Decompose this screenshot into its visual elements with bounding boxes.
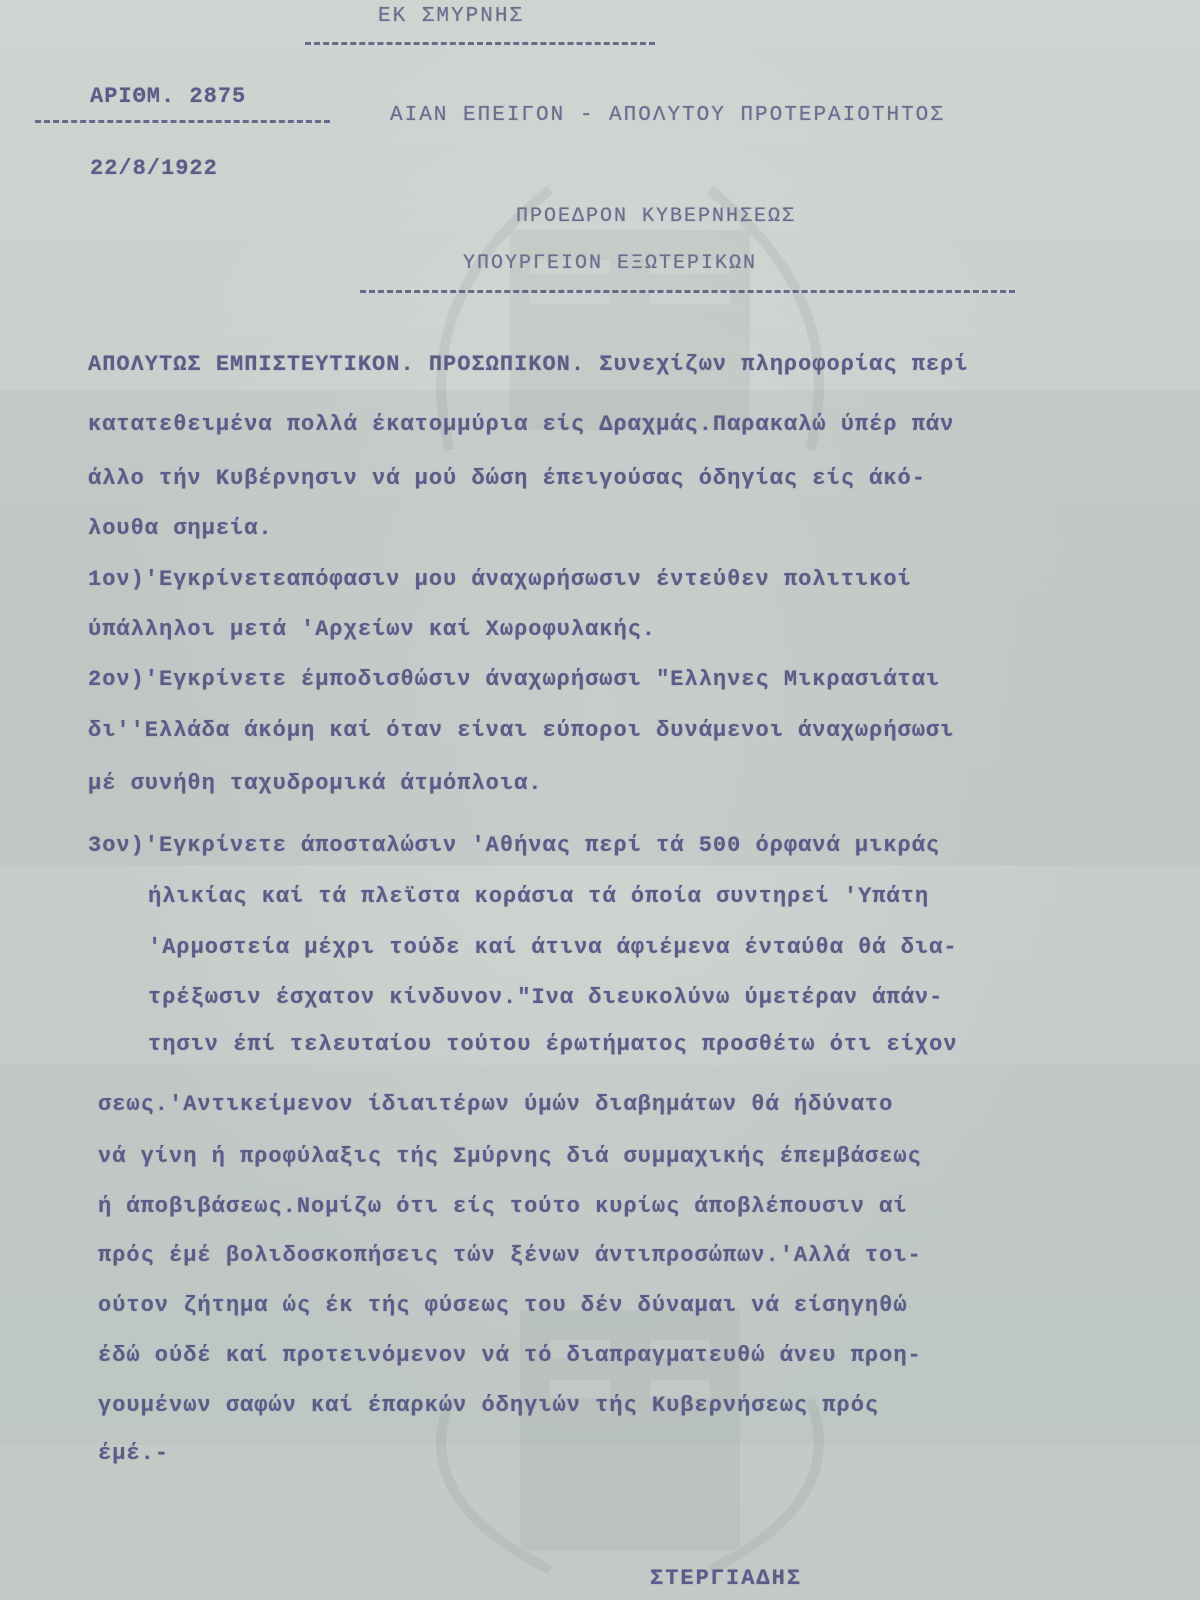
recipient-line: ΥΠΟΥΡΓΕΙΟΝ ΕΞΩΤΕΡΙΚΩΝ	[463, 252, 758, 275]
body-line: γουμένων σαφών καί έπαρκών όδηγιών τής Κυβερνήσεως πρός	[98, 1393, 880, 1418]
body-line: ήλικίας καί τά πλεϊστα κοράσια τά όποία συντηρεί 'Υπάτη	[148, 884, 930, 909]
divider-line	[305, 42, 655, 45]
body-line: μέ συνήθη ταχυδρομικά άτμόπλοια.	[88, 771, 543, 796]
recipient-line: ΠΡΟΕΔΡΟΝ ΚΥΒΕΡΝΗΣΕΩΣ	[516, 205, 797, 228]
body-line: τησιν έπί τελευταίου τούτου έρωτήματος προσθέτω ότι είχον	[148, 1032, 958, 1057]
body-line: 'Αρμοστεία μέχρι τούδε καί άτινα άφιέμενα ένταύθα θά δια-	[148, 935, 958, 960]
body-line: ή άποβιβάσεως.Νομίζω ότι είς τούτο κυρίως άποβλέπουσιν αί	[98, 1194, 908, 1219]
body-line: λουθα σημεία.	[88, 516, 273, 541]
body-line: νά γίνη ή προφύλαξις τής Σμύρνης διά συμμαχικής έπεμβάσεως	[98, 1144, 922, 1169]
body-line: τρέξωσιν έσχατον κίνδυνον."Ινα διευκολύνω ύμετέραν άπάν-	[148, 985, 944, 1010]
body-line: σεως.'Αντικείμενον ίδιαιτέρων ύμών διαβημάτων θά ήδύνατο	[98, 1092, 894, 1117]
body-line: άλλο τήν Κυβέρνησιν νά μού δώση έπειγούσας όδηγίας είς άκό-	[88, 466, 926, 491]
body-line: ούτον ζήτημα ώς έκ τής φύσεως του δέν δύναμαι νά είσηγηθώ	[98, 1293, 908, 1318]
document-date: 22/8/1922	[90, 156, 218, 181]
signature: ΣΤΕΡΓΙΑΔΗΣ	[650, 1566, 803, 1591]
body-line: κατατεθειμένα πολλά έκατομμύρια είς Δραχμάς.Παρακαλώ ύπέρ πάν	[88, 412, 955, 437]
body-line: δι''Ελλάδα άκόμη καί όταν είναι εύποροι δυνάμενοι άναχωρήσωσι	[88, 718, 955, 743]
body-line: έδώ ούδέ καί προτεινόμενον νά τό διαπραγματευθώ άνευ προη-	[98, 1343, 922, 1368]
priority-label: ΑΙΑΝ ΕΠΕΙΓΟΝ - ΑΠΟΛΥΤΟΥ ΠΡΟΤΕΡΑΙΟΤΗΤΟΣ	[390, 104, 945, 127]
divider-line	[35, 120, 330, 123]
body-line: 2ον)'Εγκρίνετε έμποδισθώσιν άναχωρήσωσι "Ελληνες Μικρασιάται	[88, 667, 941, 692]
body-line: πρός έμέ βολιδοσκοπήσεις τών ξένων άντιπροσώπων.'Αλλά τοι-	[98, 1243, 922, 1268]
divider-line	[360, 290, 1015, 293]
body-line: ΑΠΟΛΥΤΩΣ ΕΜΠΙΣΤΕΥΤΙΚΟΝ. ΠΡΟΣΩΠΙΚΟΝ. Συνεχίζων πληροφορίας περί	[88, 352, 969, 377]
body-line: ύπάλληλοι μετά 'Αρχείων καί Χωροφυλακής.	[88, 617, 657, 642]
body-line: έμέ.-	[98, 1441, 170, 1466]
origin-stamp: ΕΚ ΣΜΥΡΝΗΣ	[378, 5, 525, 28]
body-line: 3ον)'Εγκρίνετε άποσταλώσιν 'Αθήνας περί τά 500 όρφανά μικράς	[88, 833, 941, 858]
document-number: ΑΡΙΘΜ. 2875	[90, 84, 247, 109]
body-line: 1ον)'Εγκρίνετεαπόφασιν μου άναχωρήσωσιν έντεύθεν πολιτικοί	[88, 567, 912, 592]
